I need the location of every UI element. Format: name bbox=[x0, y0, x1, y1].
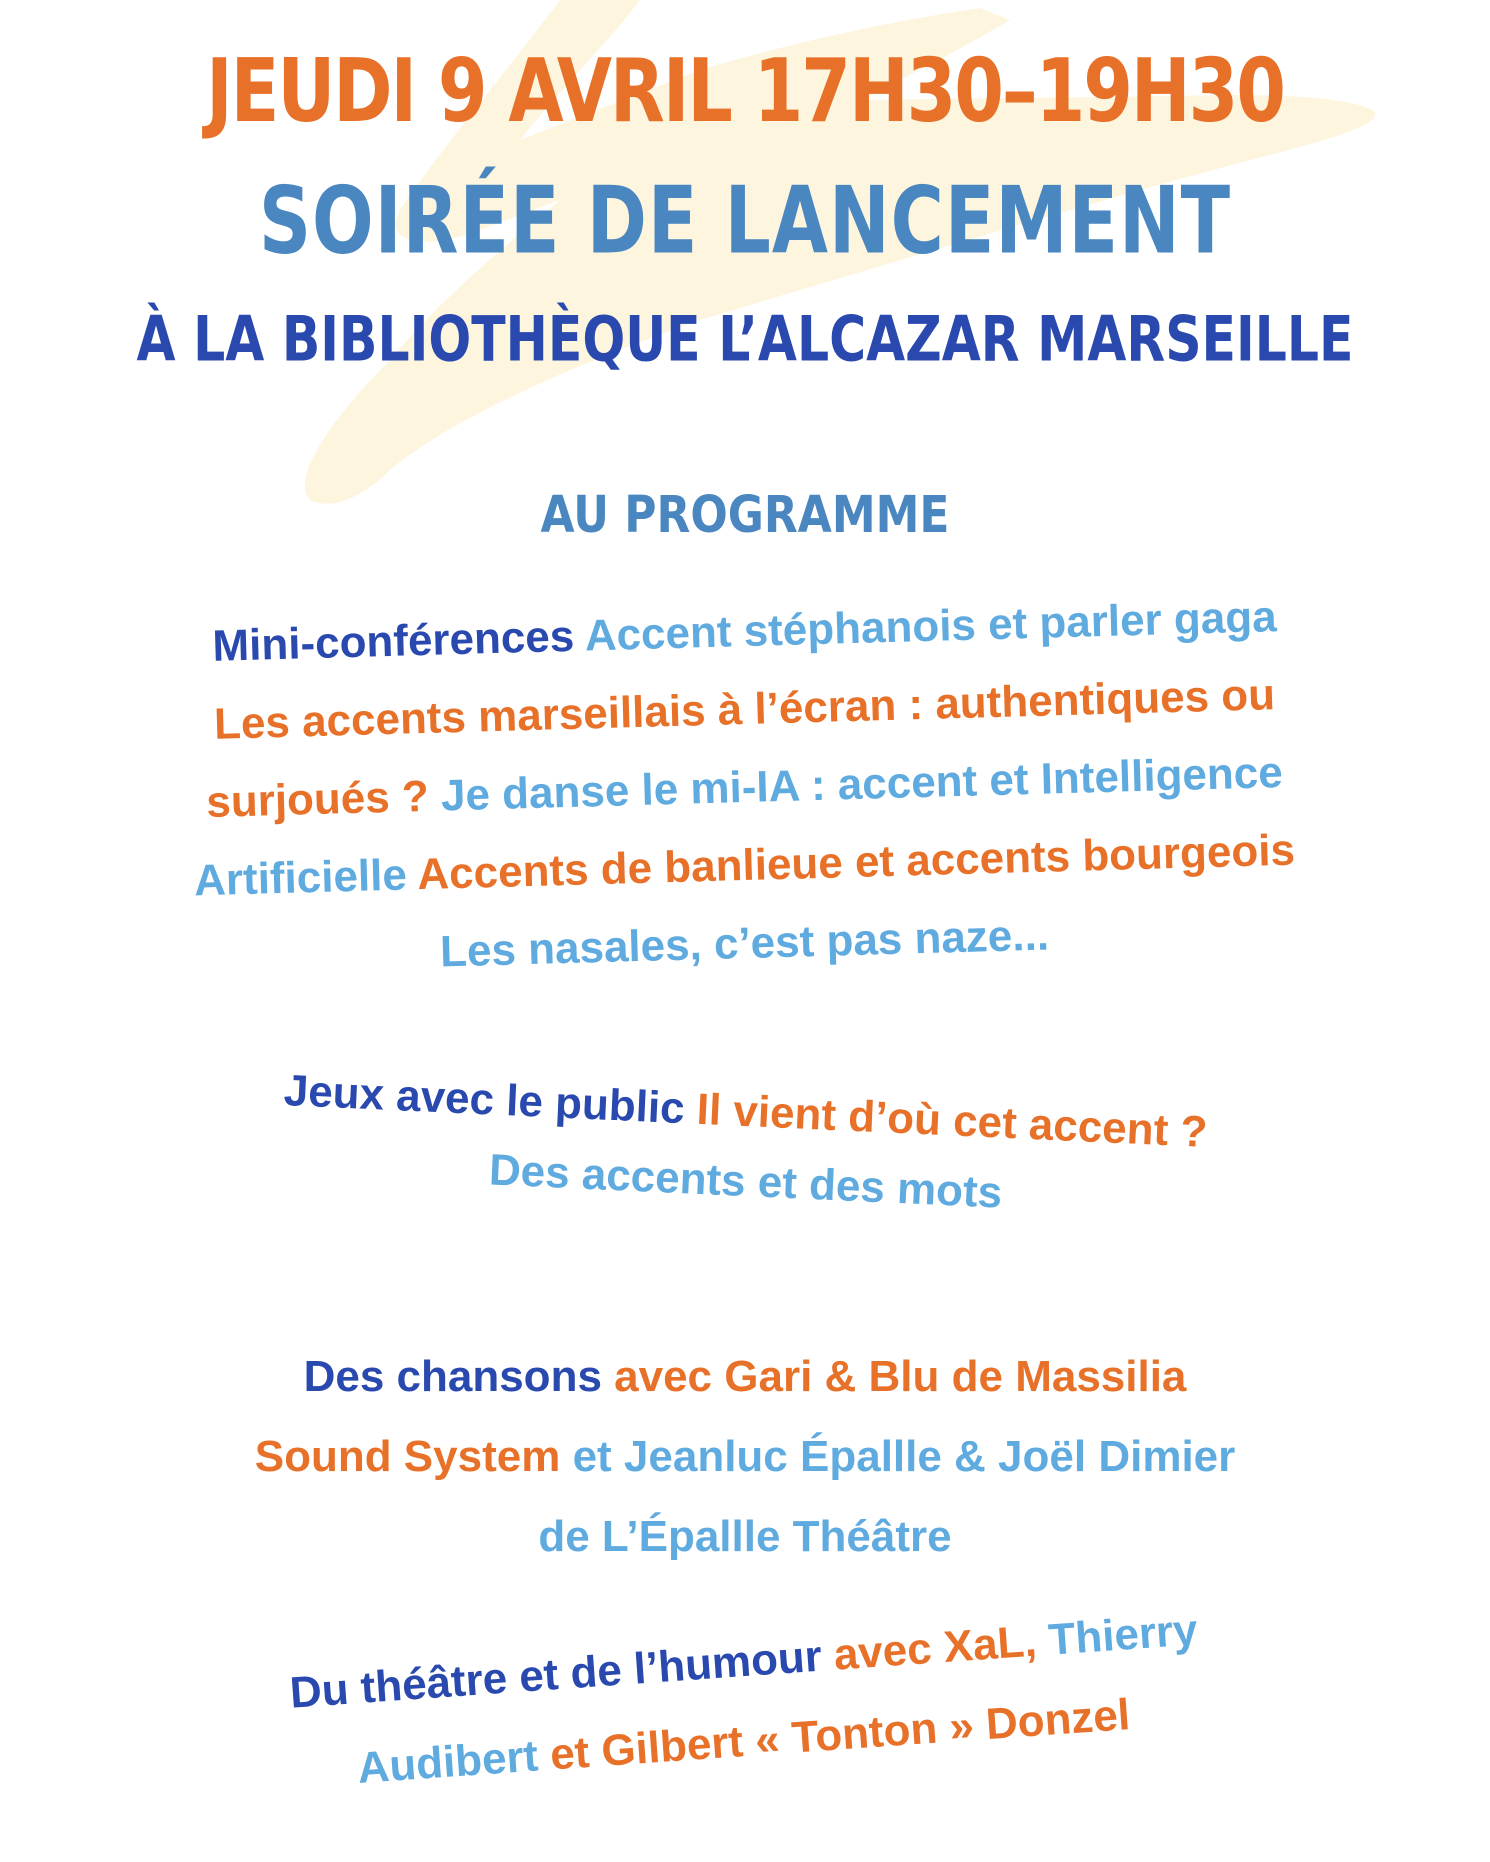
performer-name: avec XaL, bbox=[832, 1615, 1051, 1680]
talk-title: Accents de banlieue et accents bourgeois bbox=[416, 825, 1296, 900]
performer-name: et Jeanluc Épallle & Joël Dimier bbox=[572, 1432, 1236, 1481]
talk-title: Les accents marseillais à l’écran : authentiques ou bbox=[213, 670, 1276, 749]
program-line bbox=[0, 1432, 1490, 1515]
performer-name: de L’Épallle Théâtre bbox=[538, 1512, 952, 1561]
talk-title: Artificielle bbox=[193, 850, 419, 906]
program-section-mini-conferences bbox=[0, 592, 1490, 1000]
program-section-jeux bbox=[0, 1066, 1490, 1230]
talk-title: Je danse le mi-IA : accent et Intelligence bbox=[440, 747, 1284, 821]
section-label: Mini-conférences bbox=[211, 611, 586, 671]
section-label: Jeux avec le public bbox=[282, 1066, 698, 1134]
event-venue: À LA BIBLIOTHÈQUE L’ALCAZAR MARSEILLE bbox=[136, 304, 1354, 376]
talk-title: Les nasales, c’est pas naze... bbox=[439, 910, 1050, 977]
performer-name: Sound System bbox=[254, 1432, 573, 1481]
event-date-time: JEUDI 9 AVRIL 17H30–19H30 bbox=[206, 39, 1284, 143]
performer-name: et Gilbert « Tonton » Donzel bbox=[548, 1690, 1132, 1780]
game-title: Il vient d’où cet accent ? bbox=[695, 1084, 1209, 1157]
performer-name: avec Gari & Blu de Massilia bbox=[614, 1352, 1187, 1401]
program-line bbox=[0, 1512, 1490, 1595]
program-heading: AU PROGRAMME bbox=[540, 486, 950, 545]
section-label: Des chansons bbox=[303, 1352, 615, 1401]
program-section-theatre bbox=[0, 1605, 1490, 1800]
section-label: Du théâtre et de l’humour bbox=[288, 1630, 836, 1718]
performer-name: Audibert bbox=[355, 1730, 552, 1793]
program-line bbox=[0, 1352, 1490, 1435]
game-title: Des accents et des mots bbox=[487, 1145, 1004, 1218]
performer-name: Thierry bbox=[1046, 1605, 1200, 1665]
talk-title: Accent stéphanois et parler gaga bbox=[584, 592, 1278, 661]
talk-title: surjoués ? bbox=[205, 771, 442, 828]
event-title: SOIRÉE DE LANCEMENT bbox=[258, 167, 1232, 275]
program-section-chansons bbox=[0, 1352, 1490, 1595]
